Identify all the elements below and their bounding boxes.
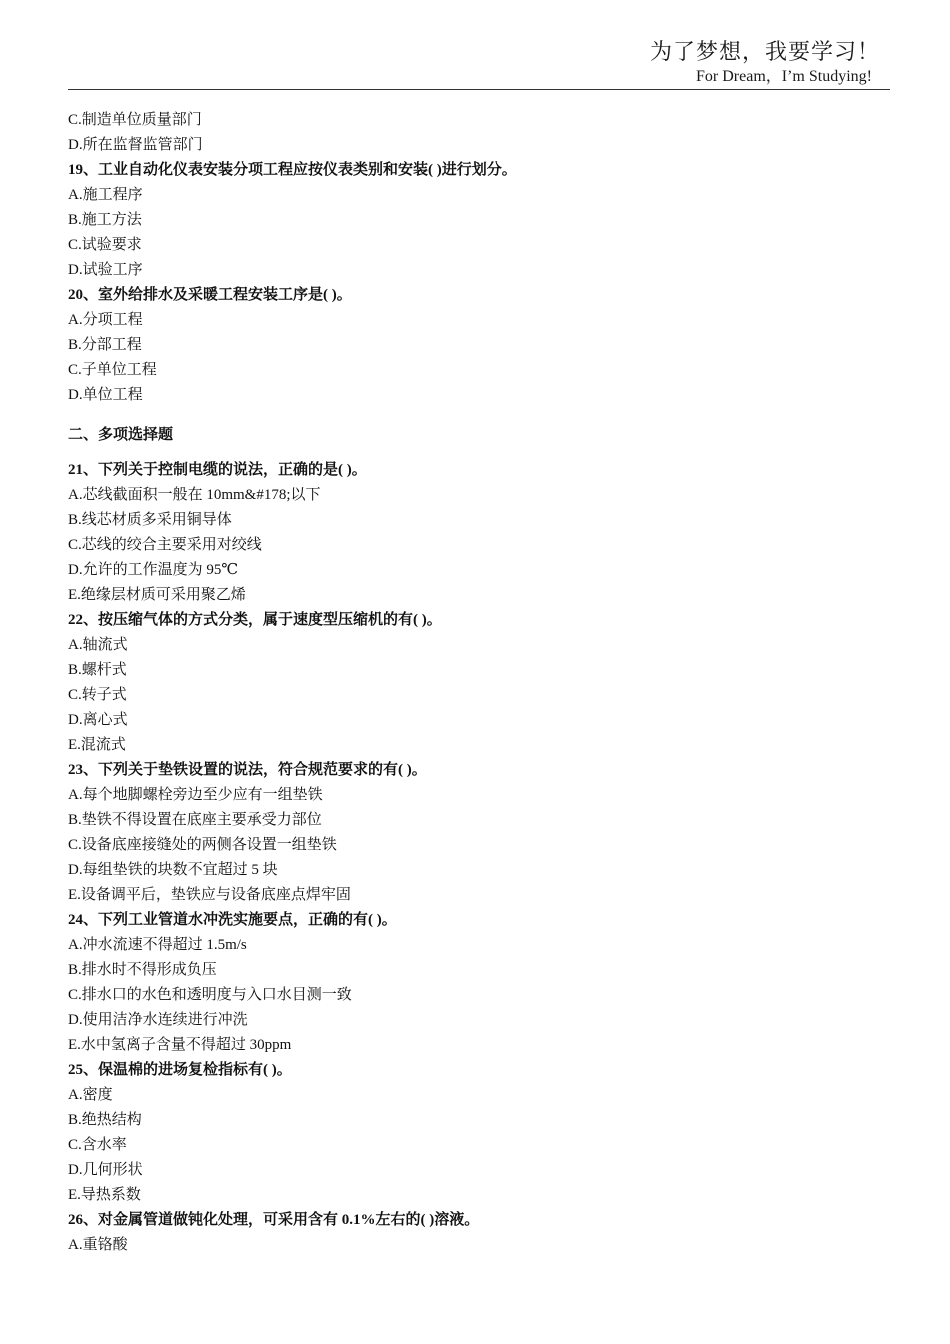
option: E.混流式 bbox=[68, 737, 126, 753]
option: B.垫铁不得设置在底座主要承受力部位 bbox=[68, 812, 322, 828]
header-slogan: 为了梦想，我要学习！ bbox=[649, 40, 880, 65]
question-24 bbox=[68, 908, 890, 1058]
question-18-tail bbox=[68, 108, 890, 158]
option: D.几何形状 bbox=[68, 1162, 143, 1178]
question-20 bbox=[68, 283, 890, 408]
option: C.设备底座接缝处的两侧各设置一组垫铁 bbox=[68, 837, 337, 853]
question-stem: 24、下列工业管道水冲洗实施要点，正确的有( )。 bbox=[68, 912, 397, 928]
option: E.导热系数 bbox=[68, 1187, 141, 1203]
option: A.冲水流速不得超过 1.5m/s bbox=[68, 937, 247, 953]
option: B.绝热结构 bbox=[68, 1112, 142, 1128]
option: C.芯线的绞合主要采用对绞线 bbox=[68, 537, 262, 553]
option: A.每个地脚螺栓旁边至少应有一组垫铁 bbox=[68, 787, 323, 803]
question-22 bbox=[68, 608, 890, 758]
option: B.施工方法 bbox=[68, 212, 142, 228]
option: B.分部工程 bbox=[68, 337, 142, 353]
option: D.使用洁净水连续进行冲洗 bbox=[68, 1012, 248, 1028]
option: A.分项工程 bbox=[68, 312, 143, 328]
option: A.重铬酸 bbox=[68, 1237, 128, 1253]
question-stem: 25、保温棉的进场复检指标有( )。 bbox=[68, 1062, 292, 1078]
option: D.单位工程 bbox=[68, 387, 143, 403]
option: B.螺杆式 bbox=[68, 662, 127, 678]
option: A.轴流式 bbox=[68, 637, 128, 653]
option: C.含水率 bbox=[68, 1137, 127, 1153]
section-title: 二、多项选择题 bbox=[68, 427, 174, 443]
option: C.转子式 bbox=[68, 687, 127, 703]
option: A.密度 bbox=[68, 1087, 113, 1103]
question-25 bbox=[68, 1058, 890, 1208]
question-21 bbox=[68, 458, 890, 608]
option: A.芯线截面积一般在 10mm&#178;以下 bbox=[68, 487, 321, 503]
question-26 bbox=[68, 1208, 890, 1258]
option: B.排水时不得形成负压 bbox=[68, 962, 217, 978]
page-header bbox=[68, 0, 890, 91]
header-subtitle: For Dream，I’m Studying! bbox=[696, 68, 872, 85]
question-23 bbox=[68, 758, 890, 908]
option: D.允许的工作温度为 95℃ bbox=[68, 562, 239, 578]
option: C.排水口的水色和透明度与入口水目测一致 bbox=[68, 987, 352, 1003]
option: D.每组垫铁的块数不宜超过 5 块 bbox=[68, 862, 278, 878]
question-stem: 22、按压缩气体的方式分类，属于速度型压缩机的有( )。 bbox=[68, 612, 442, 628]
option: E.绝缘层材质可采用聚乙烯 bbox=[68, 587, 246, 603]
question-19 bbox=[68, 158, 890, 283]
document-body bbox=[68, 108, 890, 1258]
option: B.线芯材质多采用铜导体 bbox=[68, 512, 232, 528]
option: C.制造单位质量部门 bbox=[68, 112, 202, 128]
option: C.子单位工程 bbox=[68, 362, 157, 378]
option: A.施工程序 bbox=[68, 187, 143, 203]
question-stem: 19、工业自动化仪表安装分项工程应按仪表类别和安装( )进行划分。 bbox=[68, 162, 517, 178]
option: E.水中氢离子含量不得超过 30ppm bbox=[68, 1037, 292, 1053]
option: C.试验要求 bbox=[68, 237, 142, 253]
option: D.离心式 bbox=[68, 712, 128, 728]
header-divider bbox=[68, 89, 890, 90]
question-stem: 21、下列关于控制电缆的说法，正确的是( )。 bbox=[68, 462, 367, 478]
option: D.试验工序 bbox=[68, 262, 143, 278]
option: D.所在监督监管部门 bbox=[68, 137, 203, 153]
question-stem: 20、室外给排水及采暖工程安装工序是( )。 bbox=[68, 287, 352, 303]
question-stem: 23、下列关于垫铁设置的说法，符合规范要求的有( )。 bbox=[68, 762, 427, 778]
option: E.设备调平后，垫铁应与设备底座点焊牢固 bbox=[68, 887, 351, 903]
question-stem: 26、对金属管道做钝化处理，可采用含有 0.1%左右的( )溶液。 bbox=[68, 1212, 480, 1228]
